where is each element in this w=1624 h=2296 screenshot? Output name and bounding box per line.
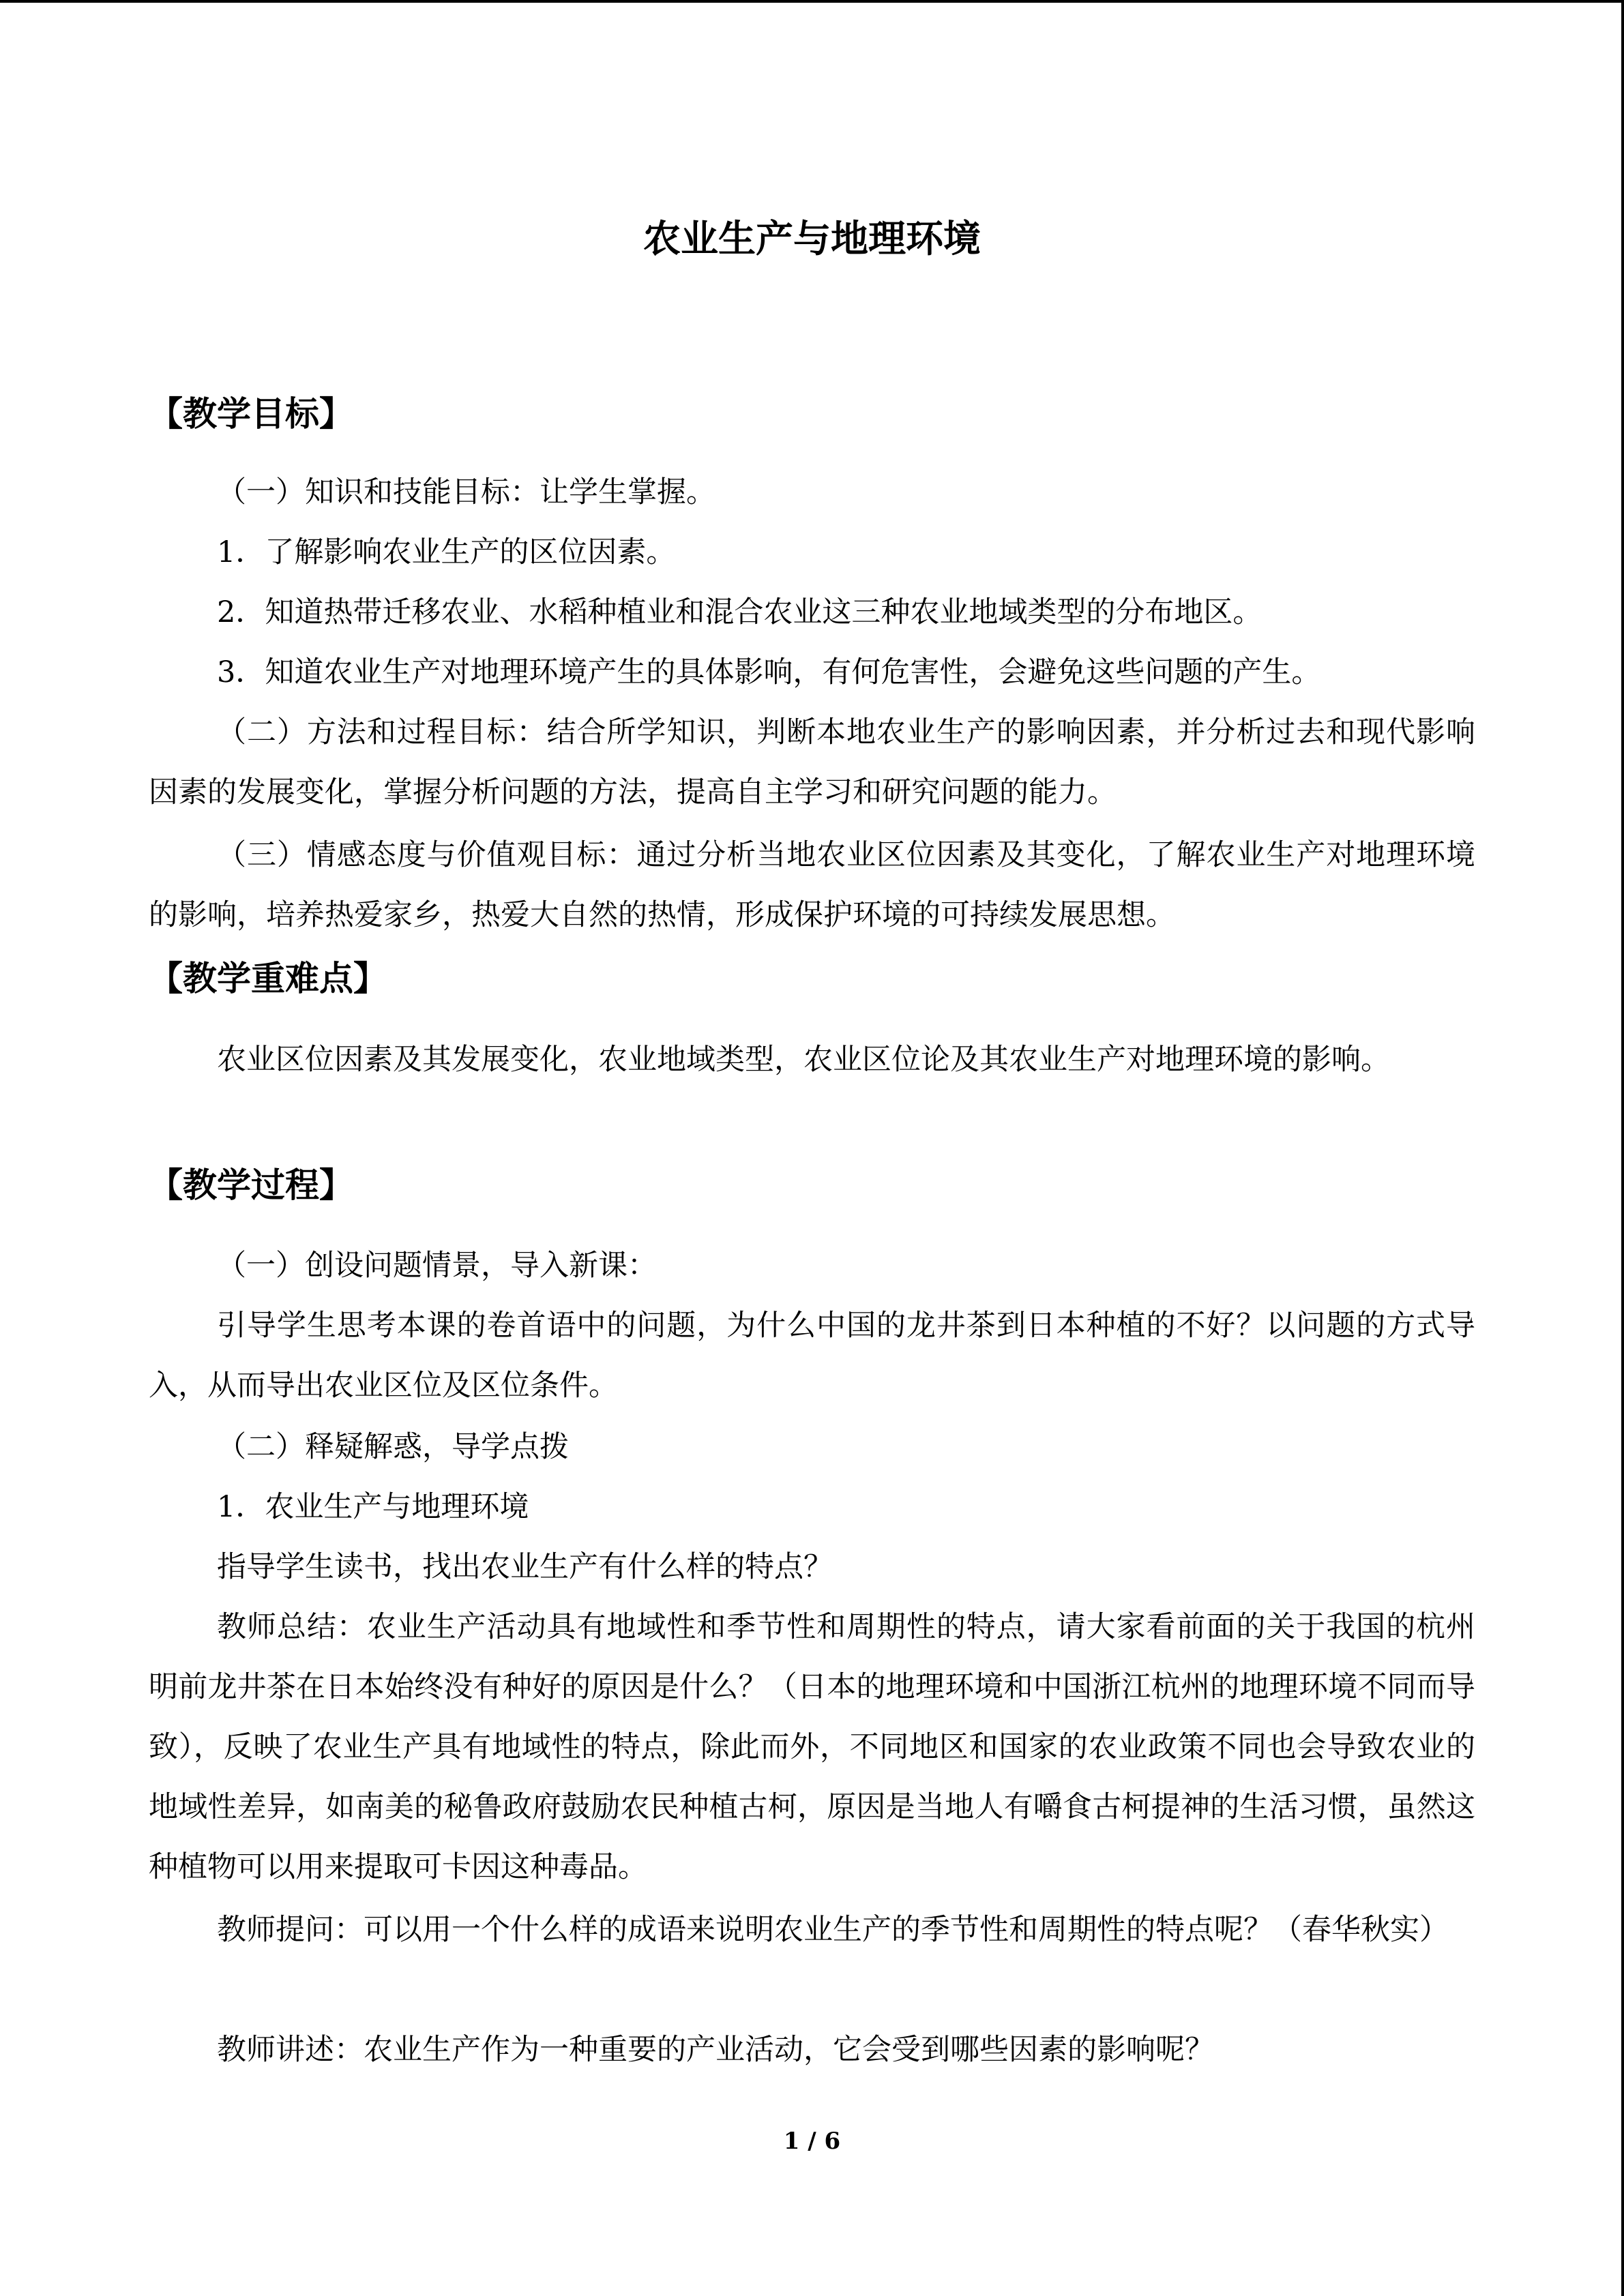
paragraph: 农业区位因素及其发展变化，农业地域类型，农业区位论及其农业生产对地理环境的影响。	[217, 1043, 1390, 1077]
paragraph: （二）方法和过程目标：结合所学知识，判断本地农业生产的影响因素，并分析过去和现代影响因素的发展变化，掌握分析问题的方法，提高自主学习和研究问题的能力。	[149, 715, 1475, 809]
document-title: 农业生产与地理环境	[643, 216, 981, 260]
paragraph: 指导学生读书，找出农业生产有什么样的特点？	[217, 1550, 833, 1584]
paragraph: （一）创设问题情景，导入新课：	[217, 1249, 657, 1283]
paragraph: 教师提问：可以用一个什么样的成语来说明农业生产的季节性和周期性的特点呢？（春华秋实）	[217, 1913, 1449, 1947]
page-number: 1 / 6	[783, 2128, 841, 2155]
paragraph: 1．了解影响农业生产的区位因素。	[217, 535, 676, 569]
paragraph: （一）知识和技能目标：让学生掌握。	[217, 475, 715, 509]
page-top-border	[0, 0, 1624, 3]
section-heading-teaching-process: 【教学过程】	[149, 1165, 353, 1205]
paragraph: 3．知道农业生产对地理环境产生的具体影响，有何危害性，会避免这些问题的产生。	[217, 655, 1321, 689]
paragraph: 1．农业生产与地理环境	[217, 1490, 529, 1524]
paragraph: 教师讲述：农业生产作为一种重要的产业活动，它会受到哪些因素的影响呢？	[217, 2033, 1214, 2067]
section-heading-key-points: 【教学重难点】	[149, 959, 387, 998]
paragraph: （三）情感态度与价值观目标：通过分析当地农业区位因素及其变化，了解农业生产对地理环境的影响，培养热爱家乡，热爱大自然的热情，形成保护环境的可持续发展思想。	[149, 838, 1475, 932]
page-right-border	[1621, 0, 1624, 2296]
section-heading-teaching-goals: 【教学目标】	[149, 394, 353, 434]
paragraph: 教师总结：农业生产活动具有地域性和季节性和周期性的特点，请大家看前面的关于我国的杭州明前龙井茶在日本始终没有种好的原因是什么？（日本的地理环境和中国浙江杭州的地理环境不同而导致），反映了农业生产具有地域性的特点，除此而外，不同地区和国家的农业政策不同也会导致农业的地域性差异，如南美的秘鲁政府鼓励农民种植古柯，原因是当地人有嚼食古柯提神的生活习惯，虽然这种植物可以用来提取可卡因这种毒品。	[149, 1610, 1475, 1884]
paragraph: 2．知道热带迁移农业、水稻种植业和混合农业这三种农业地域类型的分布地区。	[217, 595, 1263, 629]
paragraph: 引导学生思考本课的卷首语中的问题，为什么中国的龙井茶到日本种植的不好？以问题的方式导入，从而导出农业区位及区位条件。	[149, 1309, 1475, 1403]
paragraph: （二）释疑解惑，导学点拨	[217, 1430, 569, 1464]
